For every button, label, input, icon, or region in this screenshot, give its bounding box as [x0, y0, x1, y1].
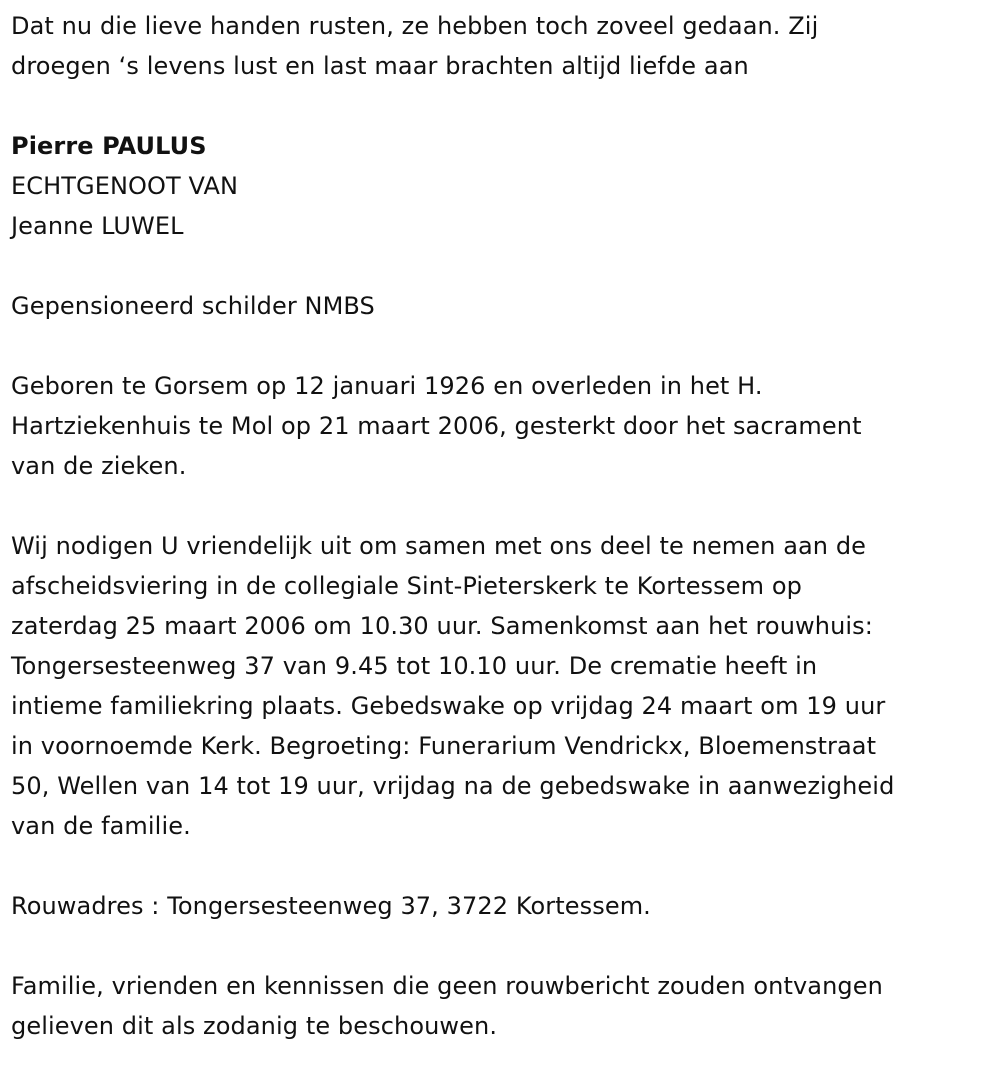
intro-paragraph	[11, 6, 986, 86]
invitation-line: intieme familiekring plaats. Gebedswake op vrijdag 24 maart om 19 uur	[11, 692, 886, 720]
spacer	[11, 486, 986, 526]
invitation-line: Wij nodigen U vriendelijk uit om samen met ons deel te nemen aan de	[11, 532, 867, 560]
closing-line: Familie, vrienden en kennissen die geen rouwbericht zouden ontvangen	[11, 972, 883, 1000]
mourning-address: Rouwadres : Tongersesteenweg 37, 3722 Kortessem.	[11, 892, 651, 920]
closing-paragraph	[11, 966, 986, 1046]
invitation-line: afscheidsviering in de collegiale Sint-Pieterskerk te Kortessem op	[11, 572, 802, 600]
deceased-name: Pierre PAULUS	[11, 132, 207, 160]
spacer	[11, 326, 986, 366]
spacer	[11, 86, 986, 126]
spacer	[11, 246, 986, 286]
spouse-name: Jeanne LUWEL	[11, 212, 184, 240]
invitation-line: in voornoemde Kerk. Begroeting: Funerarium Vendrickx, Bloemenstraat	[11, 732, 877, 760]
spouse-label: ECHTGENOOT VAN	[11, 172, 239, 200]
intro-line: Dat nu die lieve handen rusten, ze hebben toch zoveel gedaan. Zij	[11, 12, 819, 40]
invitation-line: 50, Wellen van 14 tot 19 uur, vrijdag na de gebedswake in aanwezigheid	[11, 772, 895, 800]
invitation-paragraph	[11, 526, 986, 846]
spacer	[11, 846, 986, 886]
invitation-line: zaterdag 25 maart 2006 om 10.30 uur. Samenkomst aan het rouwhuis:	[11, 612, 873, 640]
birth-death-line: Geboren te Gorsem op 12 januari 1926 en overleden in het H.	[11, 372, 763, 400]
obituary-document	[11, 6, 986, 1046]
intro-line: droegen ‘s levens lust en last maar brachten altijd liefde aan	[11, 52, 749, 80]
invitation-line: van de familie.	[11, 812, 191, 840]
occupation: Gepensioneerd schilder NMBS	[11, 292, 375, 320]
invitation-line: Tongersesteenweg 37 van 9.45 tot 10.10 uur. De crematie heeft in	[11, 652, 818, 680]
birth-death-line: van de zieken.	[11, 452, 187, 480]
birth-death-paragraph	[11, 366, 986, 486]
closing-line: gelieven dit als zodanig te beschouwen.	[11, 1012, 498, 1040]
birth-death-line: Hartziekenhuis te Mol op 21 maart 2006, gesterkt door het sacrament	[11, 412, 862, 440]
spacer	[11, 926, 986, 966]
